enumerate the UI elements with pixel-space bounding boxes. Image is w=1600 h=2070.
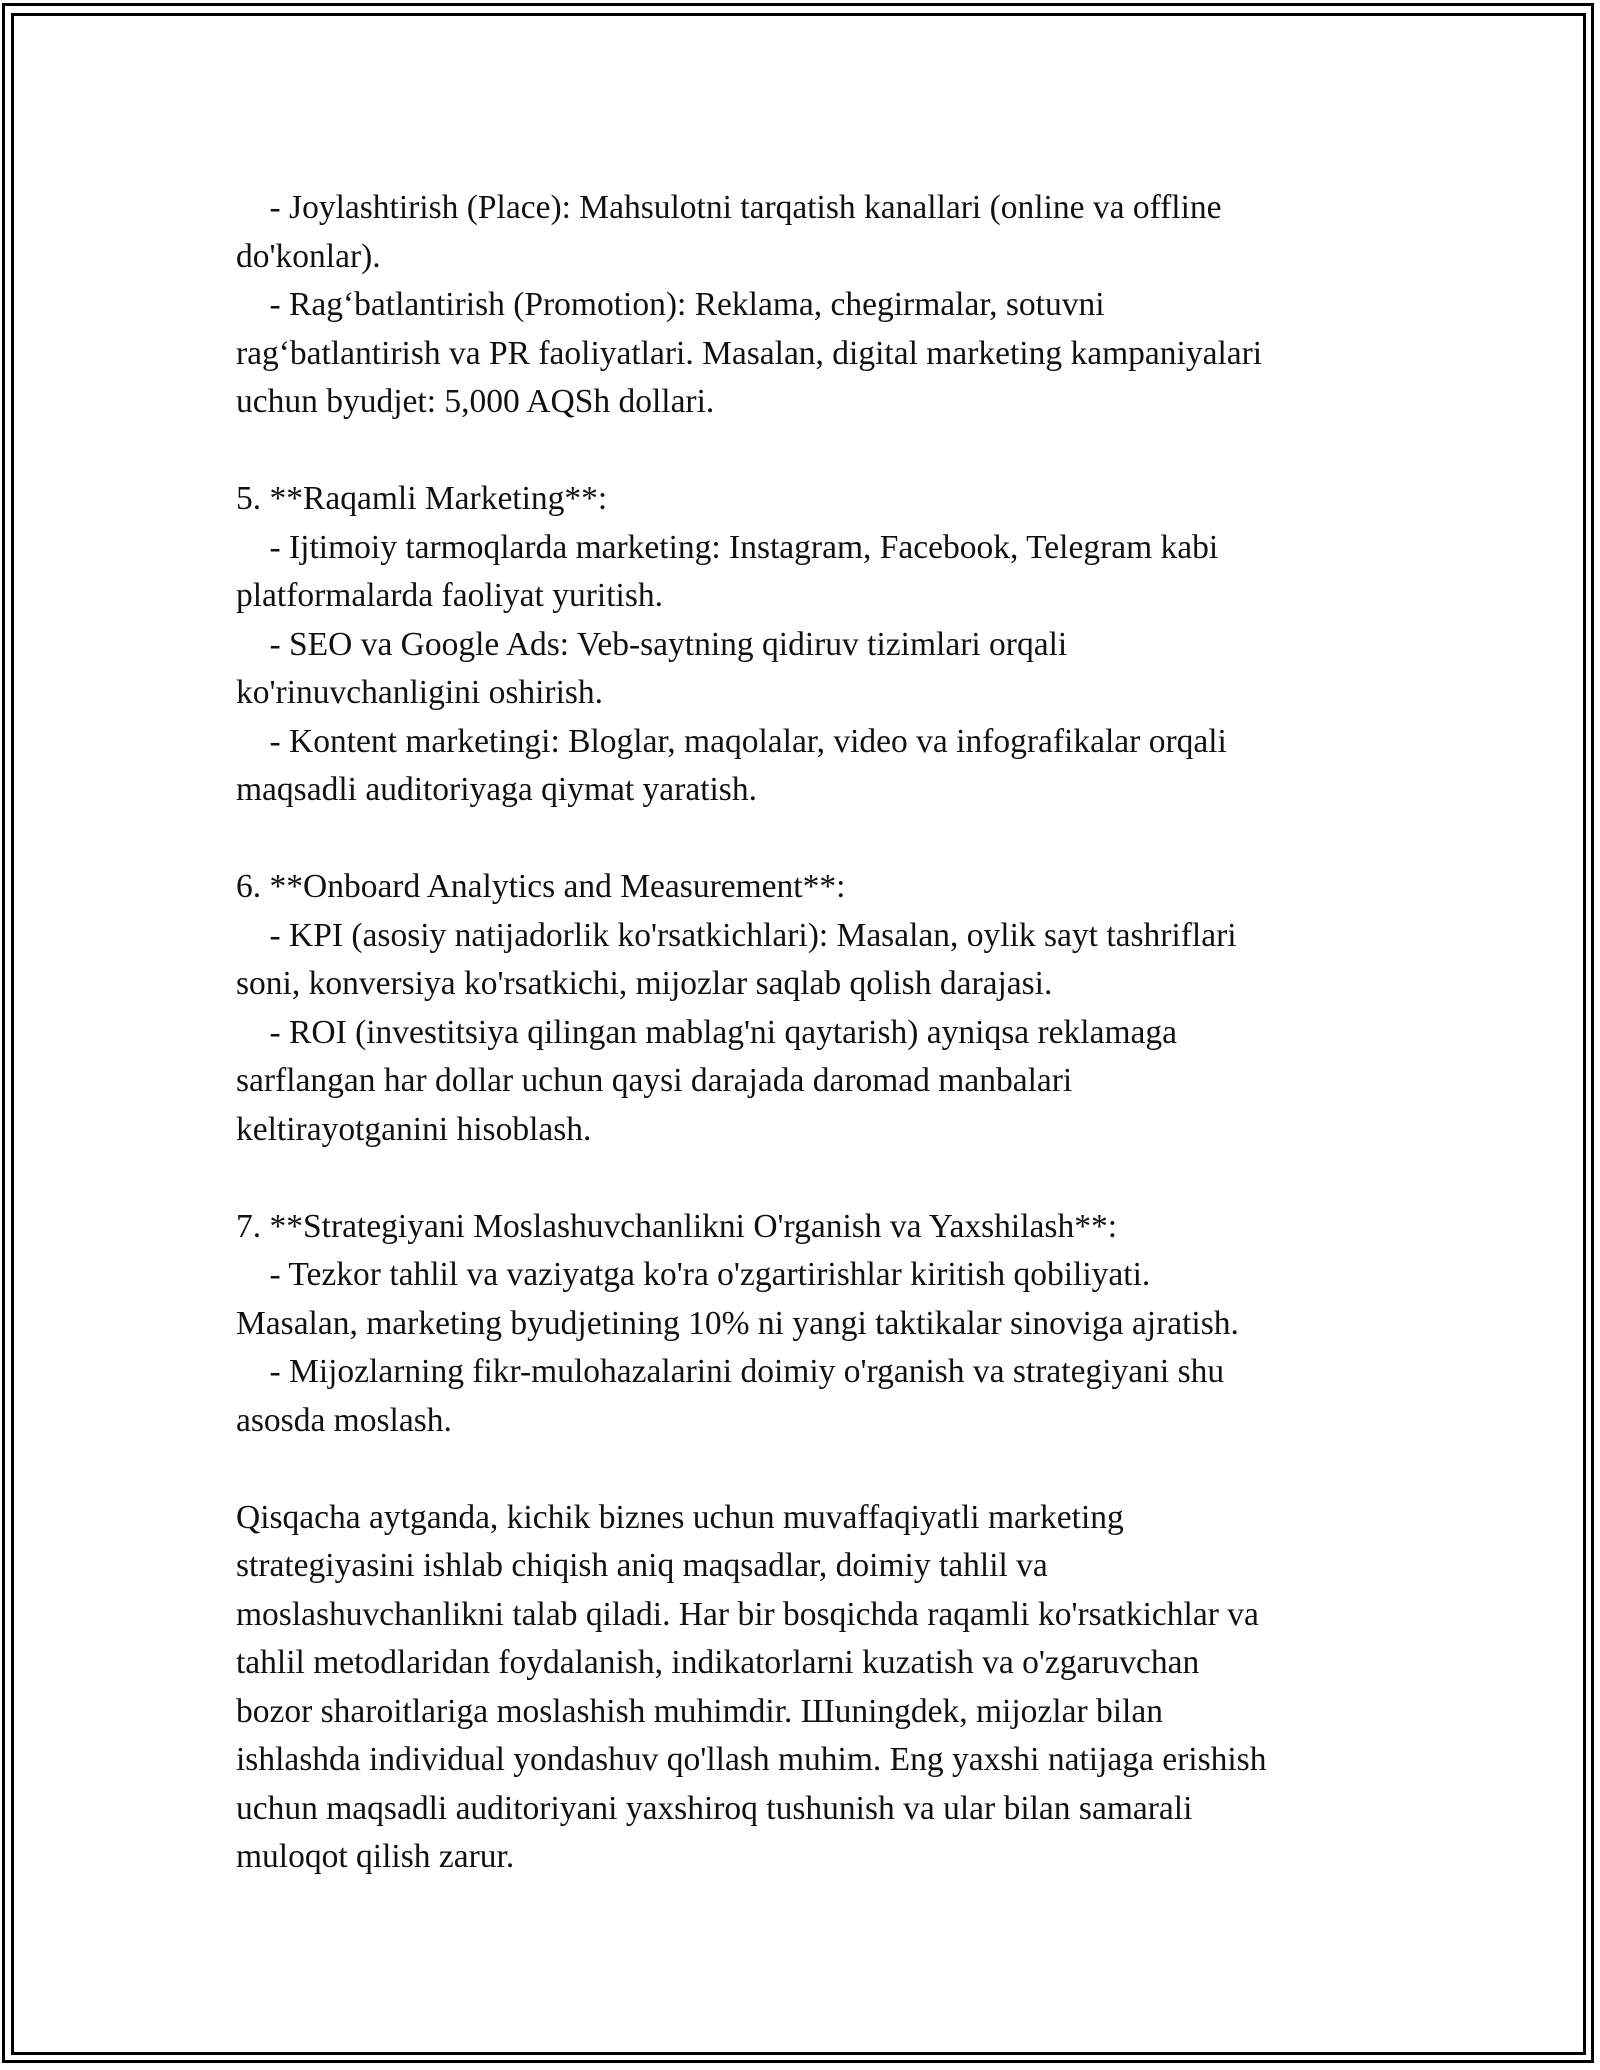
blank-line (236, 1154, 1396, 1203)
text-line: - ROI (investitsiya qilingan mablag'ni qaytarish) ayniqsa reklamaga (236, 1013, 1177, 1051)
blank-line (236, 1445, 1396, 1494)
text-line: ko'rinuvchanligini oshirish. (236, 674, 604, 711)
section-heading: 7. **Strategiyani Moslashuvchanlikni O'rganish va Yaxshilash**: (236, 1207, 1118, 1245)
blank-line (236, 427, 1396, 476)
section-heading: 6. **Onboard Analytics and Measurement**: (236, 868, 846, 905)
text-line: rag‘batlantirish va PR faoliyatlari. Masalan, digital marketing kampaniyalari (236, 334, 1263, 372)
text-line: asosda moslash. (236, 1401, 452, 1439)
text-line: - Joylashtirish (Place): Mahsulotni tarqatish kanallari (online va offline (236, 189, 1222, 226)
conclusion-line: bozor sharoitlariga moslashish muhimdir. Шuningdek, mijozlar bilan (236, 1692, 1163, 1730)
text-line: keltirayotganini hisoblash. (236, 1110, 592, 1148)
text-line: uchun byudjet: 5,000 AQSh dollari. (236, 383, 715, 420)
conclusion-line: muloqot qilish zarur. (236, 1838, 515, 1875)
text-line: soni, konversiya ko'rsatkichi, mijozlar saqlab qolish darajasi. (236, 965, 1053, 1002)
blank-line (236, 815, 1396, 864)
conclusion-line: ishlashda individual yondashuv qo'llash muhim. Eng yaxshi natijaga erishish (236, 1741, 1267, 1778)
text-line: - Kontent marketingi: Bloglar, maqolalar, video va infografikalar orqali (236, 722, 1227, 760)
text-line: - KPI (asosiy natijadorlik ko'rsatkichlari): Masalan, oylik sayt tashriflari (236, 916, 1237, 954)
text-line: - Rag‘batlantirish (Promotion): Reklama, chegirmalar, sotuvni (236, 286, 1105, 323)
conclusion-line: Qisqacha aytganda, kichik biznes uchun muvaffaqiyatli marketing (236, 1498, 1124, 1536)
section-heading: 5. **Raqamli Marketing**: (236, 480, 608, 517)
text-line: sarflangan har dollar uchun qaysi darajada daromad manbalari (236, 1062, 1073, 1099)
conclusion-line: strategiyasini ishlab chiqish aniq maqsadlar, doimiy tahlil va (236, 1547, 1048, 1584)
conclusion-line: moslashuvchanlikni talab qiladi. Har bir bosqichda raqamli ko'rsatkichlar va (236, 1595, 1259, 1633)
text-line: - SEO va Google Ads: Veb-saytning qidiruv tizimlari orqali (236, 625, 1068, 663)
text-line: - Tezkor tahlil va vaziyatga ko'ra o'zgartirishlar kiritish qobiliyati. (236, 1256, 1151, 1293)
text-line: platformalarda faoliyat yuritish. (236, 577, 663, 614)
text-line: - Mijozlarning fikr-mulohazalarini doimiy o'rganish va strategiyani shu (236, 1353, 1225, 1390)
text-line: Masalan, marketing byudjetining 10% ni yangi taktikalar sinoviga ajratish. (236, 1304, 1239, 1342)
document-body (236, 184, 1396, 1882)
text-line: - Ijtimoiy tarmoqlarda marketing: Instagram, Facebook, Telegram kabi (236, 528, 1219, 566)
conclusion-line: uchun maqsadli auditoriyani yaxshiroq tushunish va ular bilan samarali (236, 1789, 1193, 1827)
conclusion-line: tahlil metodlaridan foydalanish, indikatorlarni kuzatish va o'zgaruvchan (236, 1644, 1200, 1681)
text-line: do'konlar). (236, 237, 381, 275)
text-line: maqsadli auditoriyaga qiymat yaratish. (236, 771, 757, 808)
